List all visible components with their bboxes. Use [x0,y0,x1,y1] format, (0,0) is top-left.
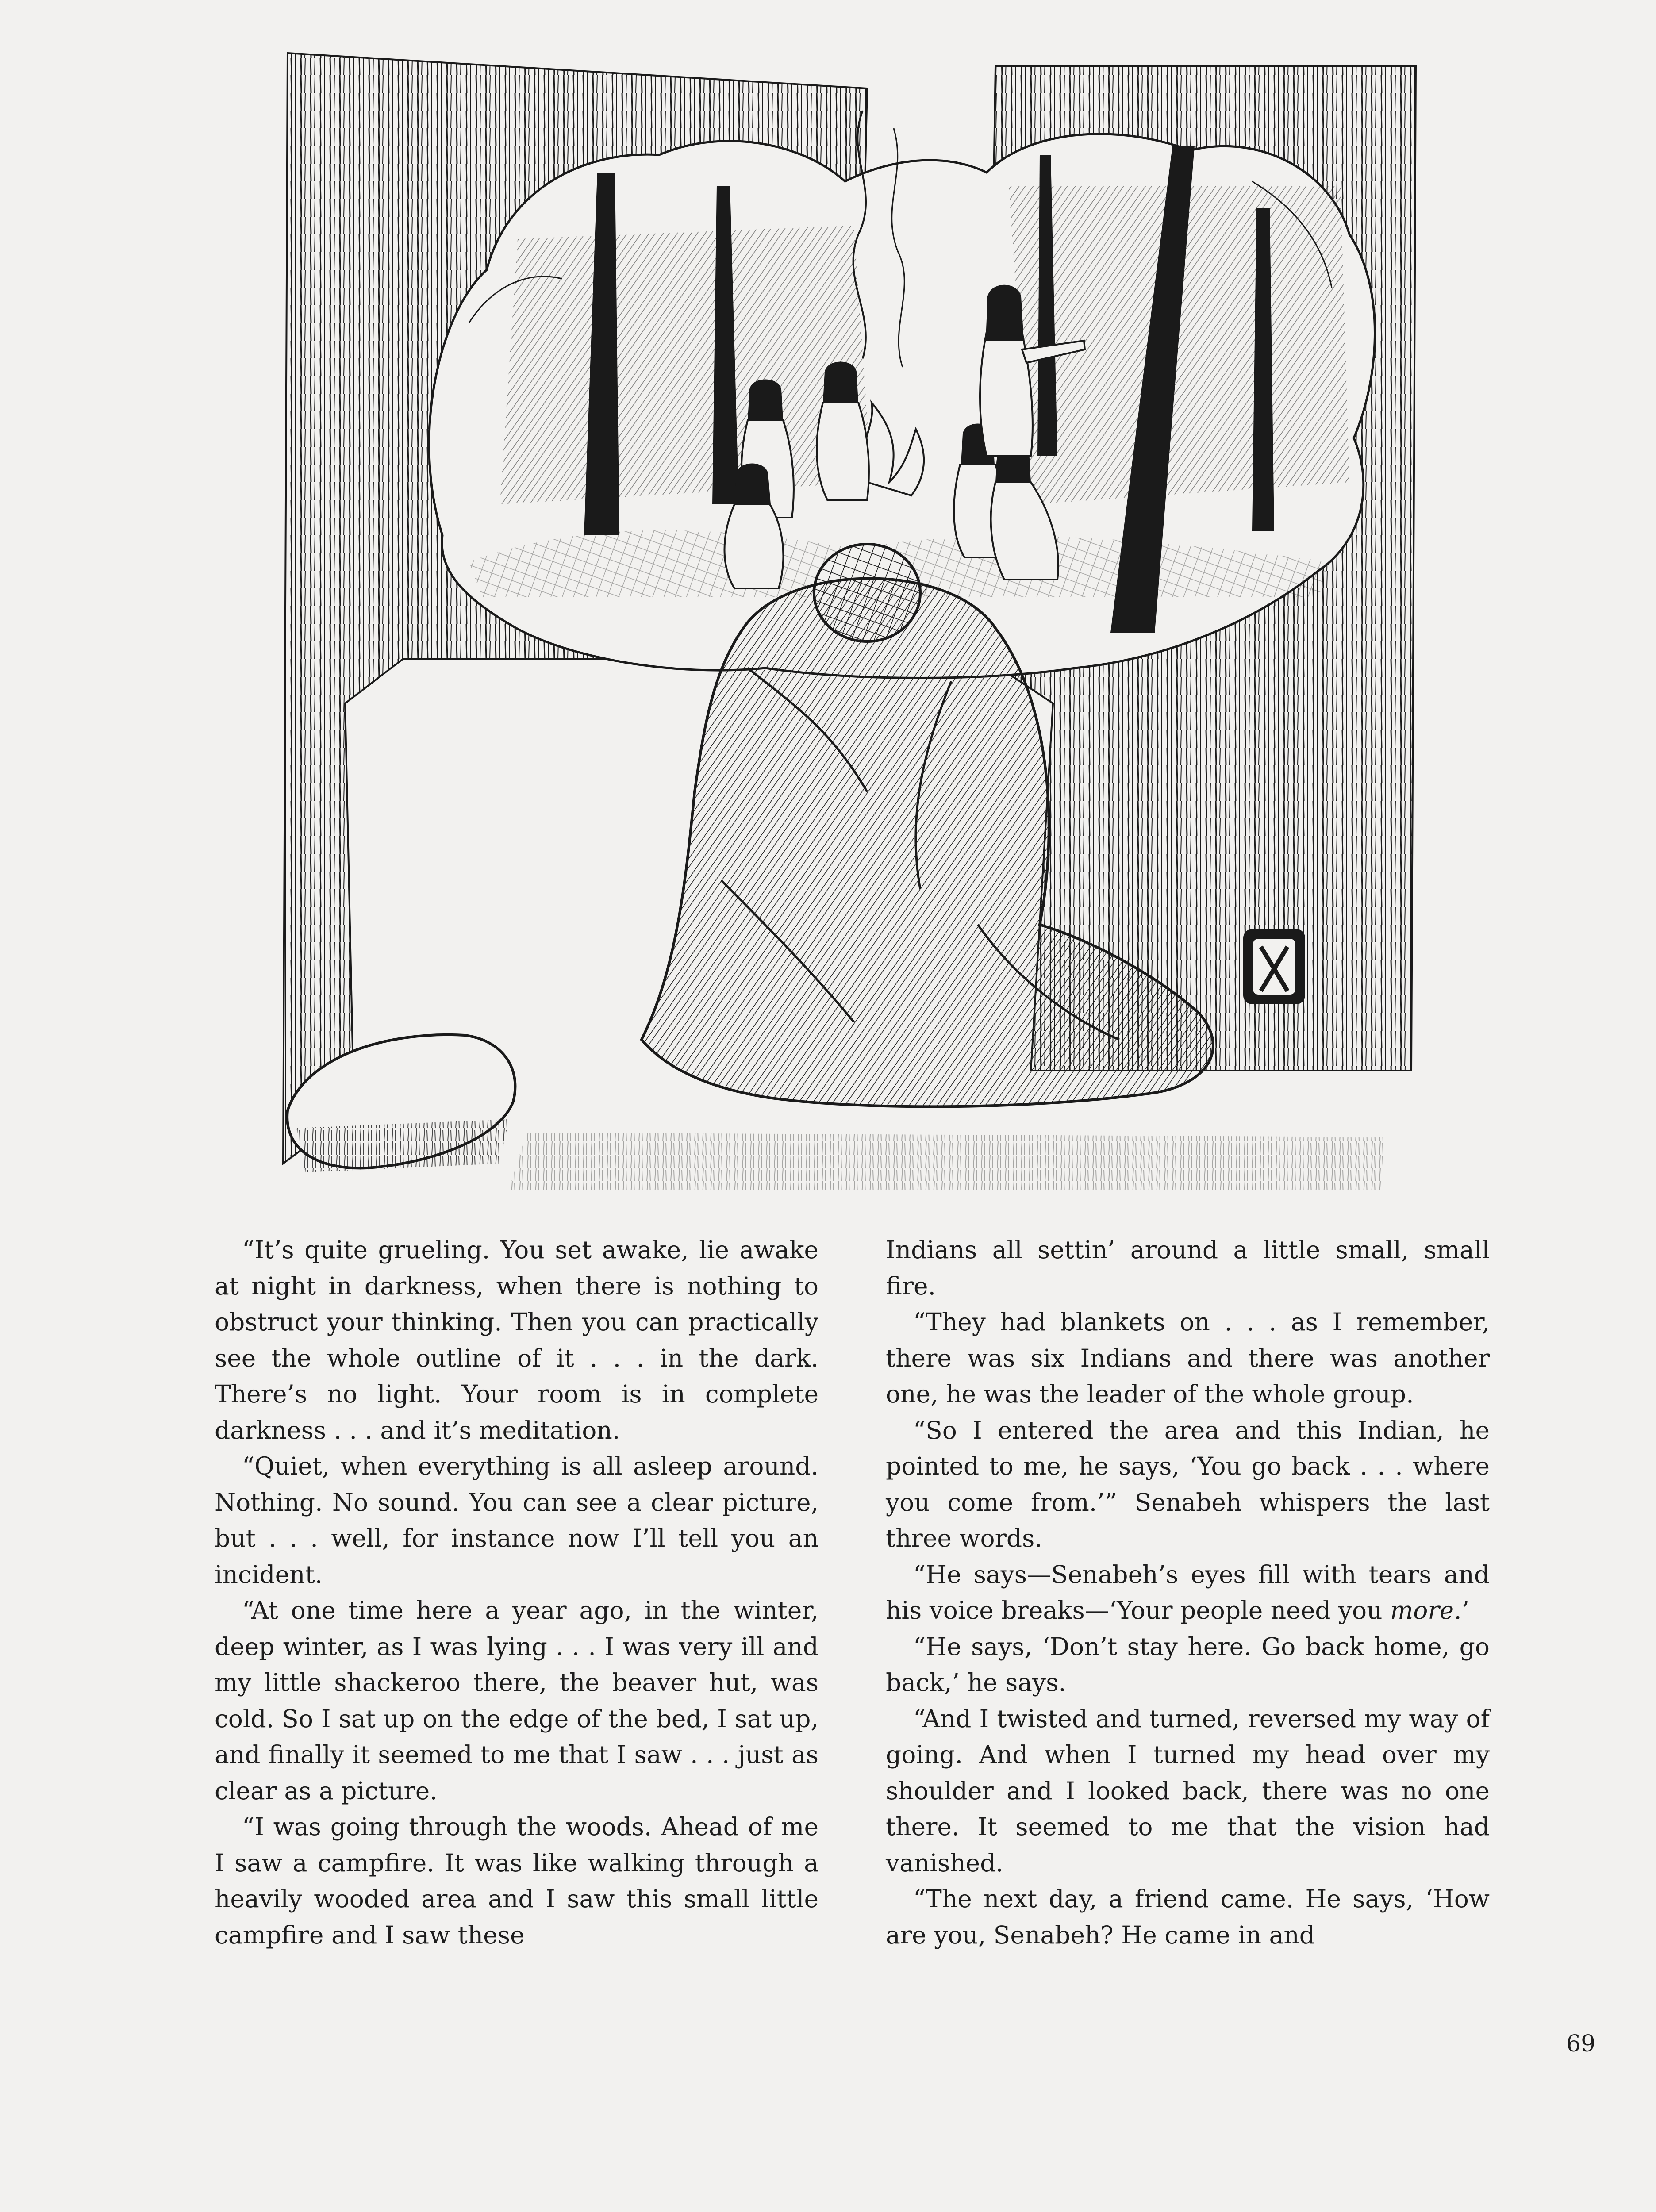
paragraph: “So I entered the area and this Indian, he pointed to me, he says, ‘You go back . . . where you come from.’” Senabeh whispers the last three words. [886,1416,1490,1552]
emphasis-before: “He says—Senabeh’s eyes fill with tears and his voice breaks—‘Your people need you [886,1560,1490,1624]
paragraph: “I was going through the woods. Ahead of me I saw a campfire. It was like walking through a heavily wooded area and I saw this small little campfire and I saw these [215,1813,818,1949]
man-head [814,544,920,641]
paragraph: “It’s quite grueling. You set awake, lie awake at night in darkness, when there is nothing to obstruct your thinking. Then you can practically see the whole outline of it . . . in the dark. There’s no light. Your room is in complete darkness . . . and it’s meditation. [215,1236,818,1444]
paragraph: “Quiet, when everything is all asleep around. Nothing. No sound. You can see a clear picture, but . . . well, for instance now I’ll tell you an incident. [215,1452,818,1589]
emphasis-after: .’ [1454,1596,1470,1624]
paragraph: “And I twisted and turned, reversed my way of going. And when I turned my head over my shoulder and I looked back, there was no one there. It seemed to me that the vision had vanished. [886,1704,1490,1877]
campfire-vision-illustration [279,40,1420,1190]
text-column-left [215,1232,818,1953]
paragraph-continuation: Indians all settin’ around a little small, small fire. [886,1236,1490,1300]
page-number: 69 [1566,2031,1596,2057]
paragraph: “At one time here a year ago, in the winter, deep winter, as I was lying . . . I was very ill and my little shackeroo there, the beaver hut, was cold. So I sat up on the edge of the bed, I sat up, and finally it seemed to me that I saw . . . just as clear as a picture. [215,1596,818,1805]
emphasized-word: more [1390,1596,1454,1624]
paragraph: “The next day, a friend came. He says, ‘How are you, Senabeh? He came in and [886,1885,1490,1949]
paragraph-with-emphasis [886,1557,1490,1629]
artist-monogram-icon [1243,929,1305,1004]
text-column-right [886,1232,1490,1953]
paragraph: “He says, ‘Don’t stay here. Go back home, go back,’ he says. [886,1632,1490,1697]
paragraph: “They had blankets on . . . as I remember, there was six Indians and there was another one, he was the leader of the whole group. [886,1308,1490,1408]
